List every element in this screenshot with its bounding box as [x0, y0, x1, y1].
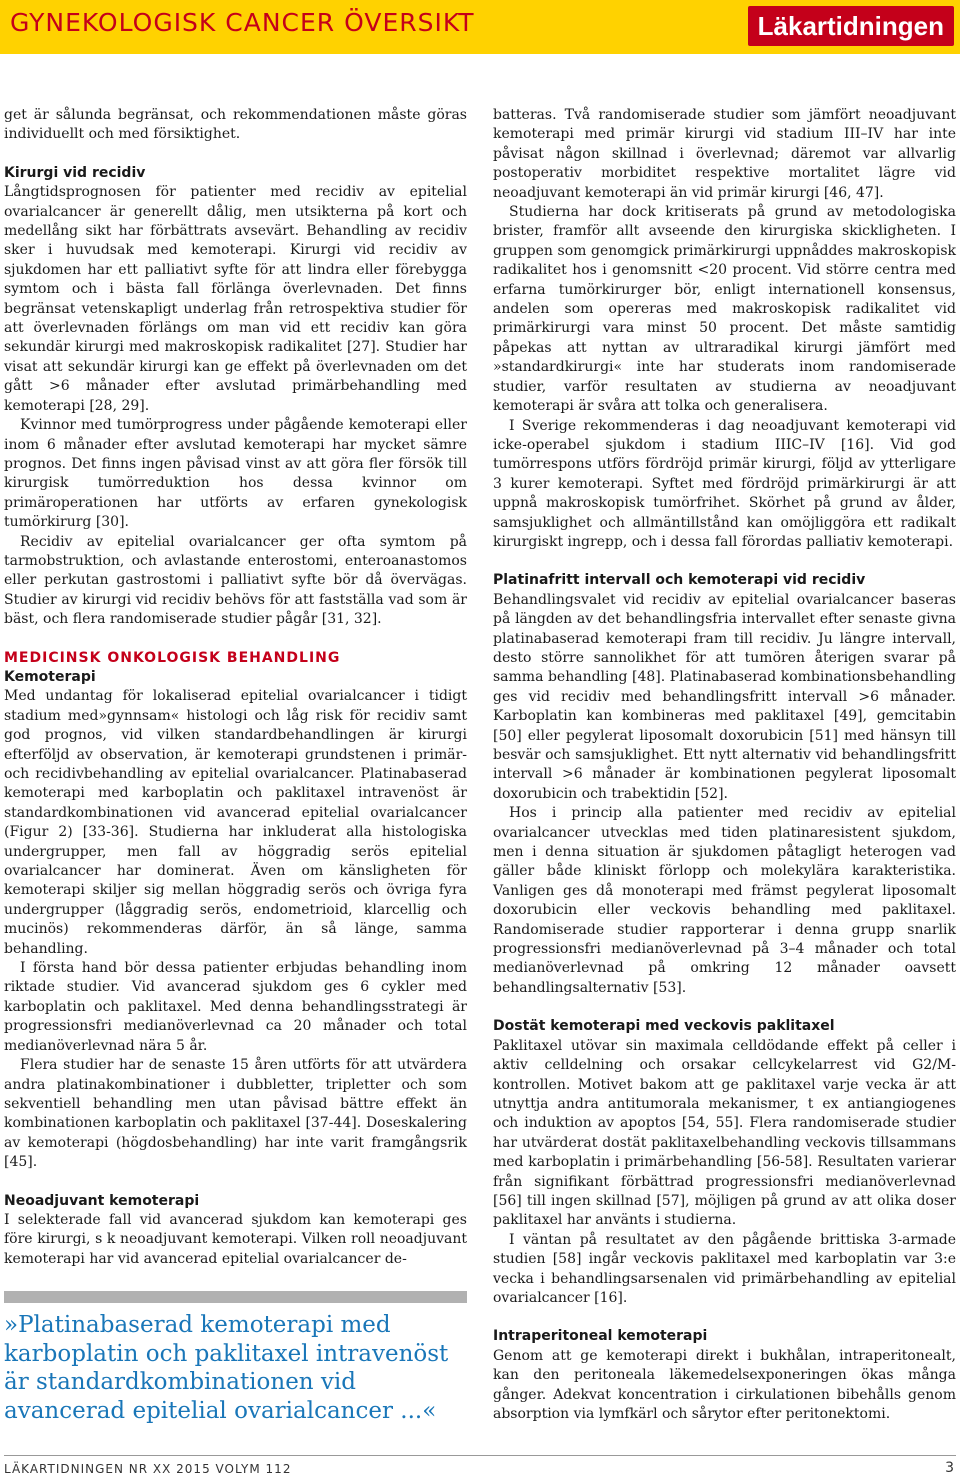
right-column — [493, 106, 956, 1424]
subheading-neoadjuvant-kemoterapi: Neoadjuvant kemoterapi — [4, 1192, 200, 1209]
pullquote-rule — [4, 1291, 467, 1303]
subheading-dostat-kemoterapi: Dostät kemoterapi med veckovis paklitaxel — [493, 1018, 835, 1035]
paragraph: get är sålunda begränsat, och rekommendationen måste göras individuellt och med försiktighet. — [4, 107, 467, 143]
paragraph: Studierna har dock kritiserats på grund av metodologiska brister, framför allt avseende den kirurgiska skickligheten. I gruppen som genomgick primärkirurgi uppnåddes makroskopisk radikalitet hos i genomsnitt <20 procent. Vid större centra med erfarna tumörkirurger bör, enligt internationell konsensus, andelen som opereras med makroskopisk radikalitet vid primärkirurgi vara minst 50 procent. Det måste samtidig påpekas att nyttan av ultraradikal kirurgi jämfört med »standardkirurgi« inte har studerats inom randomiserade studier, varför resultaten av studierna av neoadjuvant kemoterapi är svåra att tolka och generalisera. — [493, 204, 956, 415]
paragraph: Recidiv av epitelial ovarialcancer ger ofta symtom på tarmobstruktion, och avlastande enterostomi, enteroanastomos eller perkutan gastrostomi i palliativt syfte bör då övervägas. Studier av kirurgi vid recidiv behövs för att fastställa vad som är bäst, och flera randomiserade studier pågår [31, 32]. — [4, 533, 467, 628]
paragraph: Behandlingsvalet vid recidiv av epitelial ovarialcancer baseras på längden av det behandlingsfria intervallet efter senaste givna platinabaserad kemoterapi fram till recidiv. Ju längre intervall, desto större sannolikhet för att tumören återigen svarar på samma behandling [48]. Platinabaserad kombinationsbehandling ges vid recidiv med behandlingsfritt intervall >6 månader. Karboplatin kan kombineras med paklitaxel [49], gemcitabin [50] eller pegylerat liposomalt doxorubicin [51] med hänsyn till besvär och samsjuklighet. Ett nytt alternativ vid behandlingsfritt intervall >6 månader är kombinationen pegylerat liposomalt doxorubicin och trabektidin [52]. — [493, 591, 956, 802]
page-number: 3 — [945, 1460, 954, 1476]
page-header — [0, 0, 960, 54]
footer-rule — [4, 1455, 956, 1456]
paragraph: Genom att ge kemoterapi direkt i bukhålan, intraperitonealt, kan den peritoneala läkemedelsexponeringen ökas många gånger. Adekvat koncentration i cirkulationen bibehålls genom absorption via lymfkärl och sårytor efter peritonektomi. — [493, 1347, 956, 1422]
subheading-platinafritt-intervall: Platinafritt intervall och kemoterapi vid recidiv — [493, 572, 866, 589]
paragraph: I första hand bör dessa patienter erbjudas behandling inom riktade studier. Vid avancerad sjukdom ges 6 cykler med karboplatin och paklitaxel. Med denna behandlingsstrategi är progressionsfri medianöverlevnad ca 20 månader och total medianöverlevnad nära 5 år. — [4, 960, 467, 1054]
section-title: GYNEKOLOGISK CANCER ÖVERSIKT — [10, 8, 475, 37]
left-column — [4, 106, 467, 1269]
paragraph: I väntan på resultatet av den pågående brittiska 3-armade studien [58] ingår veckovis paklitaxel med karboplatin var 3:e vecka i behandlingsarsenalen vid primärbehandling av epitelial ovarialcancer [16]. — [493, 1231, 956, 1306]
paragraph: Flera studier har de senaste 15 åren utförts för att utvärdera andra platinakombinationer i dubbletter, tripletter och som sekventiell behandling men utan påvisad bättre effekt än kombinationen karboplatin och paklitaxel [37-44]. Doseskalering av kemoterapi (högdosbehandling) har inte varit framgångsrik [45]. — [4, 1057, 467, 1171]
subheading-intraperitoneal-kemoterapi: Intraperitoneal kemoterapi — [493, 1328, 708, 1345]
paragraph: I Sverige rekommenderas i dag neoadjuvant kemoterapi vid icke-operabel sjukdom i stadium IIIC–IV [16]. Vid god tumörrespons utförs fördröjd primär kirurgi, följd av ytterligare 3 kurer kemoterapi. Syftet med fördröjd primärkirurgi är att uppnå makroskopisk tumörfrihet. Skörhet på grund av ålder, samsjuklighet och allmäntillstånd kan omöjliggöra ett radikalt kirurgiskt ingrepp, och i dessa fall förordas palliativ kemoterapi. — [493, 417, 956, 550]
footer-publication: LÄKARTIDNINGEN NR XX 2015 VOLYM 112 — [4, 1462, 292, 1476]
subheading-kirurgi-vid-recidiv: Kirurgi vid recidiv — [4, 164, 146, 181]
paragraph: batteras. Två randomiserade studier som jämfört neoadjuvant kemoterapi med primär kirurgi vid stadium III–IV har inte påvisat någon skillnad i överlevnad; däremot var allvarlig postoperativ morbiditet respektive mortalitet lägre vid neoadjuvant kemoterapi än vid primär kirurgi [46, 47]. — [493, 107, 956, 201]
paragraph: Kvinnor med tumörprogress under pågående kemoterapi eller inom 6 månader efter avslutad kemoterapi har mycket sämre prognos. Det finns ingen påvisad vinst av att göra fler försök till kirurgisk tumörreduktion hos dessa kvinnor om primäroperationen har utförts av erfaren gynekologisk tumörkirurg [30]. — [4, 417, 467, 531]
paragraph: I selekterade fall vid avancerad sjukdom kan kemoterapi ges före kirurgi, s k neoadjuvant kemoterapi. Vilken roll neoadjuvant kemoterapi har vid avancerad epitelial ovarialcancer de- — [4, 1211, 467, 1267]
section-heading-medicinsk-onkologisk-behandling: MEDICINSK ONKOLOGISK BEHANDLING — [4, 649, 341, 666]
paragraph: Hos i princip alla patienter med recidiv av epitelial ovarialcancer utvecklas med tiden platinaresistent sjukdom, men i denna situation är sjukdomen påtagligt heterogen vad gäller både kliniskt förlopp och molekylära karakteristika. Vanligen ges då monoterapi med främst pegylerat liposomalt doxorubicin eller veckovis behandling med paklitaxel. Randomiserade studier rapporterar i denna grupp snarlik progressionsfri medianöverlevnad på 3–4 månader och total medianöverlevnad på omkring 12 månader oavsett behandlingsalternativ [53]. — [493, 805, 956, 996]
pullquote: »Platinabaserad kemoterapi med karboplatin och paklitaxel intravenöst är standardkombinationen vid avancerad epitelial ovarialcancer ...« — [4, 1312, 449, 1424]
paragraph: Långtidsprognosen för patienter med recidiv av epitelial ovarialcancer är generellt dålig, men utsikterna på kort och medellång sikt har förbättrats avsevärt. Behandling av recidiv sker i huvudsak med kemoterapi. Kirurgi vid recidiv av sjukdomen har ett palliativt syfte för att lindra eller förebygga symtom och i bästa fall förlänga överlevnaden. Det finns begränsat vetenskapligt underlag från retrospektiva studier för att överlevnaden förlängs om man vid ett recidiv kan göra sekundär kirurgi med makroskopisk radikalitet [27]. Studier har visat att sekundär kirurgi kan ge effekt på överlevnaden om det gått >6 månader efter avslutad primärbehandling med kemoterapi [28, 29]. — [4, 184, 467, 414]
paragraph: Med undantag för lokaliserad epitelial ovarialcancer i tidigt stadium med»gynnsam« histologi och låg risk för recidiv samt god prognos, vid vilken standardbehandlingen är kirurgi efterföljd av observation, är kemoterapi grundstenen i primär- och recidivbehandling av epitelial ovarialcancer. Platinabaserad kemoterapi med karboplatin och paklitaxel intravenöst är standardkombinationen vid avancerad epitelial ovarialcancer (Figur 2) [33-36]. Studierna har inkluderat alla histologiska undergrupper, men fall av höggradig serös epitelial ovarialcancer har dominerat. Även om känsligheten för kemoterapi skiljer sig mellan höggradig serös och övriga fyra undergrupper (låggradig serös, endometrioid, klarcellig och mucinös) rekommenderas därför, än så länge, samma behandling. — [4, 688, 467, 957]
paragraph: Paklitaxel utövar sin maximala celldödande effekt på celler i aktiv celldelning och orsakar cellcykelarrest vid G2/M-kontrollen. Motivet bakom att ge paklitaxel varje vecka är att utnyttja andra antitumorala mekanismer, t ex antiangiogenes och induktion av apoptos [54, 55]. Flera randomiserade studier har utvärderat dostät paklitaxelbehandling veckovis tillsammans med karboplatin i primärbehandling [56-58]. Resultaten varierar från signifikant förbättrad progressionsfri medianöverlevnad [56] till ingen skillnad [57], möjligen på grund av att olika doser paklitaxel har använts i studierna. — [493, 1037, 956, 1229]
lakartidningen-logo[interactable]: Läkartidningen — [748, 6, 954, 46]
subheading-kemoterapi: Kemoterapi — [4, 668, 96, 685]
